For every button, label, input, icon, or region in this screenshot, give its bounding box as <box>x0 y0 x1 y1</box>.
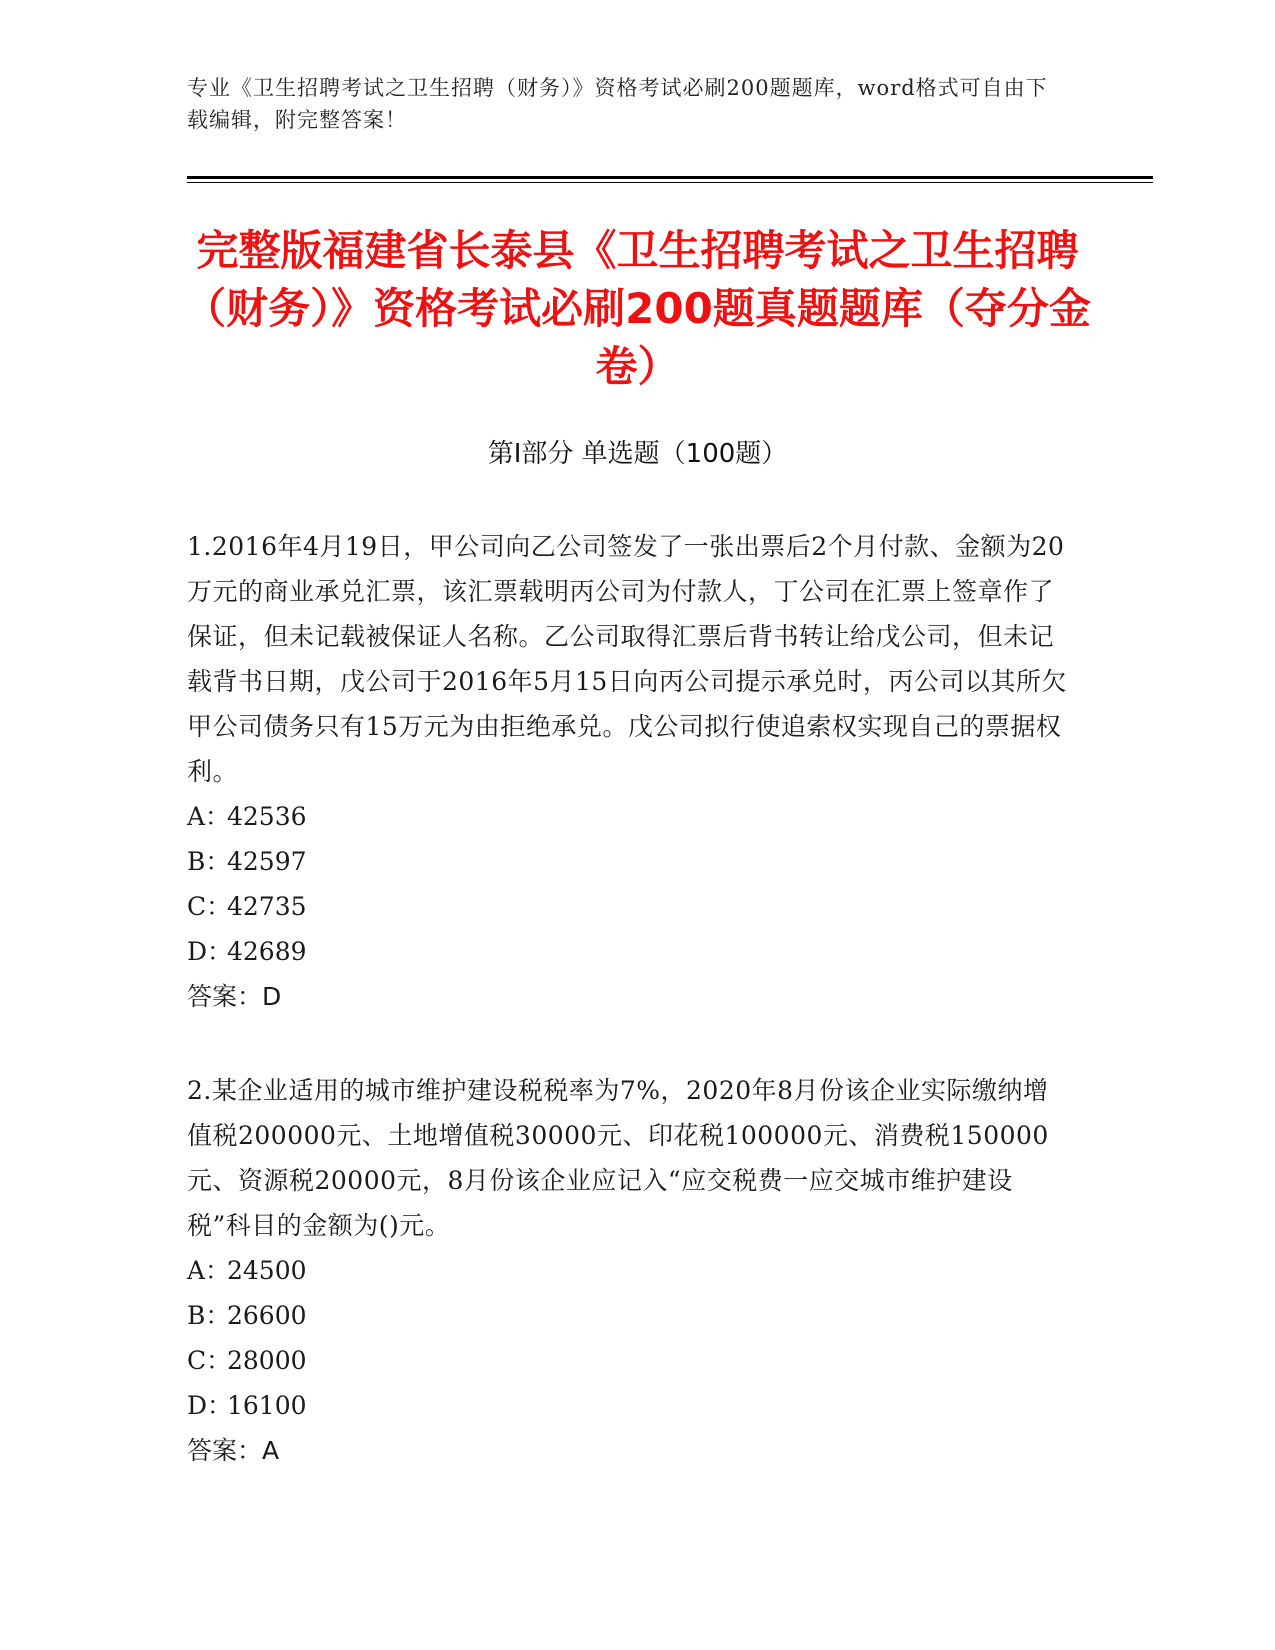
question-2 <box>187 1068 1067 1473</box>
header-rule-thick <box>187 176 1153 179</box>
option-letter: D： <box>187 1391 233 1420</box>
option-text: 28000 <box>227 1346 307 1375</box>
option-letter: B： <box>187 847 231 876</box>
option-text: 24500 <box>227 1256 307 1285</box>
answer-line: 答案：D <box>187 982 282 1011</box>
option-letter: C： <box>187 1346 232 1375</box>
option-b <box>187 839 1067 884</box>
option-text: 42689 <box>227 937 307 966</box>
answer-line: 答案：A <box>187 1436 280 1465</box>
header-rule-thin <box>187 182 1153 183</box>
option-letter: A： <box>187 1256 231 1285</box>
option-c <box>187 1338 1067 1383</box>
option-d <box>187 1383 1067 1428</box>
question-stem: 1.2016年4月19日，甲公司向乙公司签发了一张出票后2个月付款、金额为20万元的商业承兑汇票，该汇票载明丙公司为付款人，丁公司在汇票上签章作了保证，但未记载被保证人名称。乙公司取得汇票后背书转让给戊公司，但未记载背书日期，戊公司于2016年5月15日向丙公司提示承兑时，丙公司以其所欠甲公司债务只有15万元为由拒绝承兑。戊公司拟行使追索权实现自己的票据权利。 <box>187 532 1067 786</box>
document-title: 完整版福建省长泰县《卫生招聘考试之卫生招聘（财务）》资格考试必刷200题真题题库（夺分金卷） <box>184 226 1091 391</box>
option-a <box>187 794 1067 839</box>
option-b <box>187 1293 1067 1338</box>
option-letter: D： <box>187 937 233 966</box>
option-c <box>187 884 1067 929</box>
option-a <box>187 1248 1067 1293</box>
header-note: 专业《卫生招聘考试之卫生招聘（财务）》资格考试必刷200题题库，word格式可自由下载编辑，附完整答案！ <box>187 76 1048 132</box>
option-letter: B： <box>187 1301 231 1330</box>
option-text: 42597 <box>227 847 307 876</box>
option-d <box>187 929 1067 974</box>
option-text: 42536 <box>227 802 307 831</box>
question-1 <box>187 524 1067 1019</box>
option-text: 26600 <box>227 1301 307 1330</box>
option-text: 42735 <box>227 892 307 921</box>
option-letter: A： <box>187 802 231 831</box>
section-title: 第I部分 单选题（100题） <box>487 439 788 469</box>
option-text: 16100 <box>227 1391 307 1420</box>
option-letter: C： <box>187 892 232 921</box>
question-stem: 2.某企业适用的城市维护建设税税率为7%，2020年8月份该企业实际缴纳增值税200000元、土地增值税30000元、印花税100000元、消费税150000元、资源税20000元，8月份该企业应记入“应交税费一应交城市维护建设税”科目的金额为()元。 <box>187 1076 1049 1240</box>
